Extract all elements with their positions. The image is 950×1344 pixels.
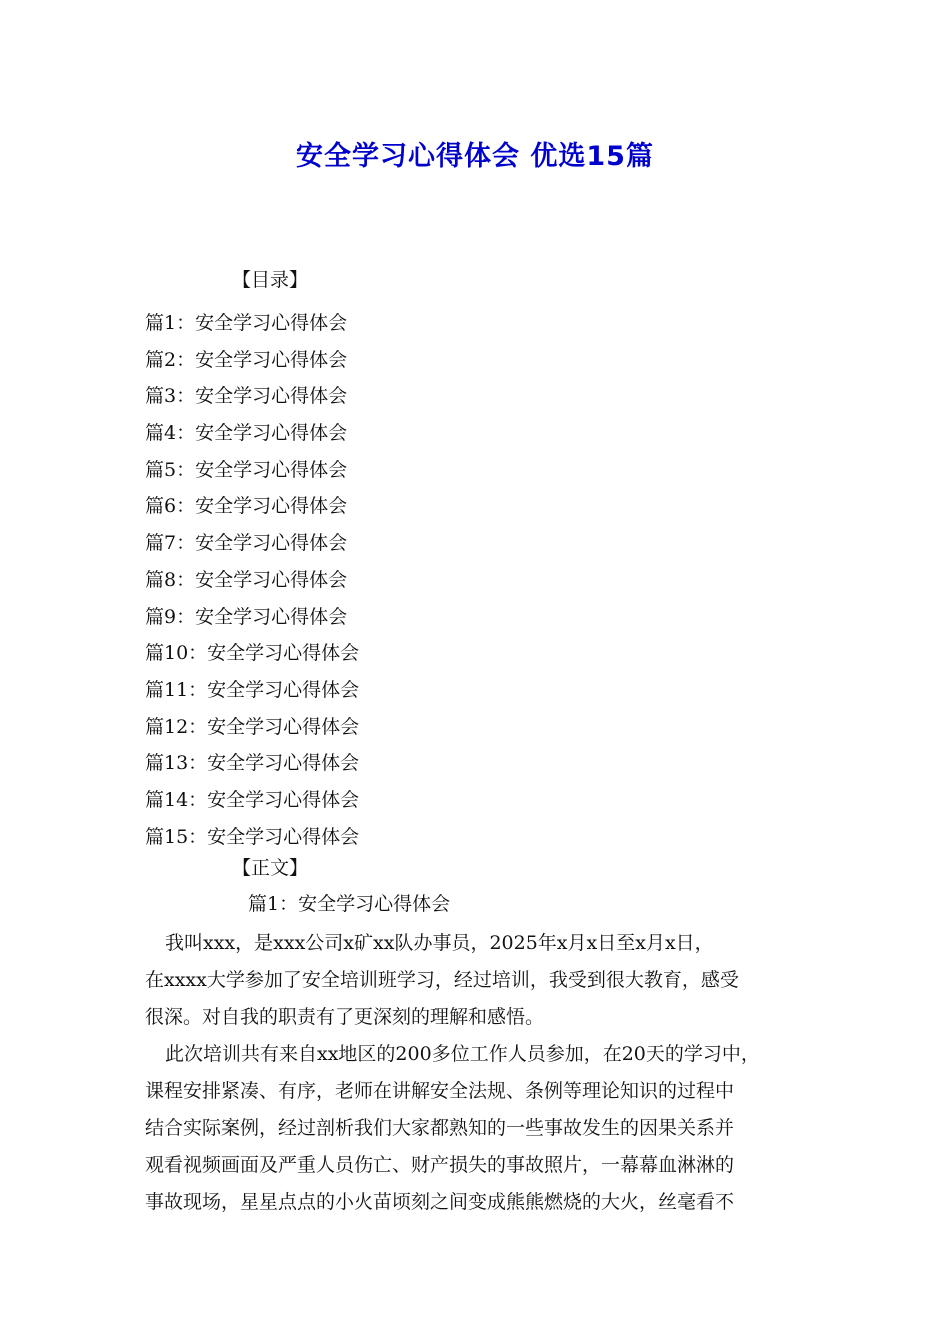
section-title: 篇1：安全学习心得体会 xyxy=(248,893,451,915)
paragraph-line: 我叫xxx，是xxx公司x矿xx队办事员，2025年x月x日至x月x日， xyxy=(165,932,714,954)
toc-item[interactable]: 篇1：安全学习心得体会 xyxy=(145,312,348,334)
paragraph-line: 在xxxx大学参加了安全培训班学习，经过培训，我受到很大教育，感受 xyxy=(145,969,739,991)
toc-item[interactable]: 篇13：安全学习心得体会 xyxy=(145,752,360,775)
toc-item[interactable]: 篇2：安全学习心得体会 xyxy=(145,348,348,371)
toc-item[interactable]: 篇14：安全学习心得体会 xyxy=(145,788,360,811)
paragraph-line: 观看视频画面及严重人员伤亡、财产损失的事故照片，一幕幕血淋淋的 xyxy=(145,1154,735,1176)
paragraph-2 xyxy=(145,1036,825,1221)
toc-item[interactable]: 篇11：安全学习心得体会 xyxy=(145,678,360,701)
toc-heading: 【目录】 xyxy=(232,269,309,291)
toc-item[interactable]: 篇3：安全学习心得体会 xyxy=(145,385,348,408)
toc-item[interactable]: 篇15：安全学习心得体会 xyxy=(145,825,360,848)
paragraph-line: 此次培训共有来自xx地区的200多位工作人员参加，在20天的学习中， xyxy=(165,1043,760,1065)
toc-item[interactable]: 篇8：安全学习心得体会 xyxy=(145,568,348,591)
toc-item[interactable]: 篇5：安全学习心得体会 xyxy=(145,458,348,481)
paragraph-line: 事故现场，星星点点的小火苗顷刻之间变成熊熊燃烧的大火，丝毫看不 xyxy=(145,1191,735,1213)
toc-item[interactable]: 篇9：安全学习心得体会 xyxy=(145,605,348,628)
paragraph-line: 很深。对自我的职责有了更深刻的理解和感悟。 xyxy=(145,1006,545,1028)
table-of-contents xyxy=(145,305,359,855)
toc-item[interactable]: 篇6：安全学习心得体会 xyxy=(145,495,348,518)
document-title: 安全学习心得体会 优选15篇 xyxy=(296,141,654,172)
paragraph-1 xyxy=(145,925,825,1036)
toc-item[interactable]: 篇4：安全学习心得体会 xyxy=(145,422,348,445)
body-heading: 【正文】 xyxy=(232,857,309,879)
toc-item[interactable]: 篇10：安全学习心得体会 xyxy=(145,642,360,665)
toc-item[interactable]: 篇12：安全学习心得体会 xyxy=(145,715,360,738)
paragraph-line: 课程安排紧凑、有序，老师在讲解安全法规、条例等理论知识的过程中 xyxy=(145,1080,735,1102)
paragraph-line: 结合实际案例，经过剖析我们大家都熟知的一些事故发生的因果关系并 xyxy=(145,1117,735,1139)
toc-item[interactable]: 篇7：安全学习心得体会 xyxy=(145,532,348,555)
